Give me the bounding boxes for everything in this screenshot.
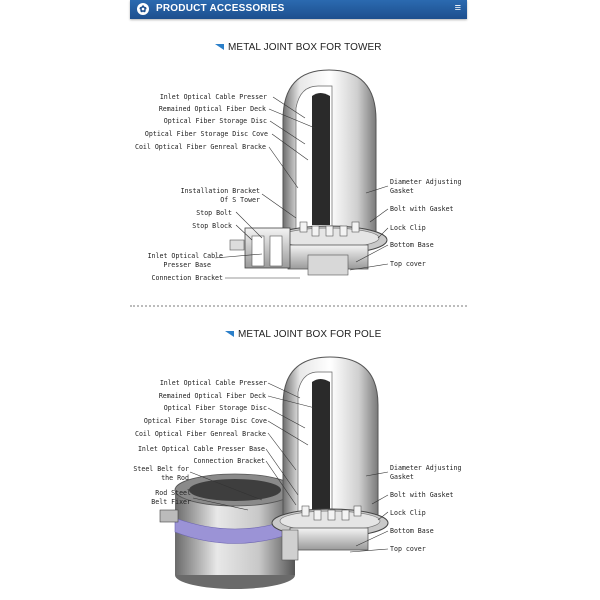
label-fiber-storage-disc-cover: Optical Fiber Storage Disc Cove [144,130,268,138]
triangle-bullet-icon [225,331,234,337]
label-of-s-tower: Of S Tower [220,196,260,204]
label-bottom-base: Bottom Base [390,241,434,249]
label-inlet-cable-presser-base: Inlet Optical Cable Presser Base [137,445,265,453]
tower-section-title [215,42,382,53]
label-inlet-cable-presser: Inlet Optical Cable Presser [159,379,267,387]
label-bolt-with-gasket: Bolt with Gasket [390,205,454,213]
label-remained-fiber-deck: Remained Optical Fiber Deck [158,105,266,113]
label-inlet-cable-presser: Inlet Optical Cable Presser [159,93,267,101]
label-gasket: Gasket [390,187,414,195]
label-gasket: Gasket [390,473,414,481]
label-diameter-adjusting: Diameter Adjusting [390,464,462,472]
label-steel-belt-1: Steel Belt for [133,465,189,473]
label-inlet-cable-presser-base-2: Presser Base [163,261,211,269]
label-bolt-with-gasket: Bolt with Gasket [390,491,454,499]
label-coil-fiber-bracket: Coil Optical Fiber Genreal Bracke [134,143,266,151]
label-fiber-storage-disc-cover: Optical Fiber Storage Disc Cove [143,417,267,425]
section-divider [130,305,467,307]
label-rod-steel-belt-fixer-1: Rod Steel [155,489,191,497]
label-inlet-cable-presser-base-1: Inlet Optical Cable [147,252,223,260]
tower-joint-box-image [215,70,388,278]
label-top-cover: Top cover [390,260,426,268]
label-stop-bolt: Stop Bolt [196,209,232,217]
label-coil-fiber-bracket: Coil Optical Fiber Genreal Bracke [134,430,266,438]
label-remained-fiber-deck: Remained Optical Fiber Deck [158,392,266,400]
label-top-cover: Top cover [390,545,426,553]
pole-title-text: METAL JOINT BOX FOR POLE [238,329,382,340]
tower-title-text: METAL JOINT BOX FOR TOWER [228,42,382,53]
label-fiber-storage-disc: Optical Fiber Storage Disc [163,117,267,125]
label-connection-bracket: Connection Bracket [151,274,223,282]
pole-section-title [225,329,381,340]
menu-icon[interactable]: ≡ [454,2,461,14]
logo-icon: ✿ [137,3,149,15]
label-rod-steel-belt-fixer-2: Belt Fixer [151,498,191,506]
label-fiber-storage-disc: Optical Fiber Storage Disc [163,404,267,412]
label-connection-bracket: Connection Bracket [193,457,265,465]
label-lock-clip: Lock Clip [390,509,426,517]
label-bottom-base: Bottom Base [390,527,434,535]
label-lock-clip: Lock Clip [390,224,426,232]
page-title: PRODUCT ACCESSORIES [156,3,285,14]
label-steel-belt-2: the Rod [161,474,189,482]
label-diameter-adjusting: Diameter Adjusting [390,178,462,186]
triangle-bullet-icon [215,44,224,50]
label-installation-bracket: Installation Bracket [180,187,260,195]
label-stop-block: Stop Block [192,222,232,230]
